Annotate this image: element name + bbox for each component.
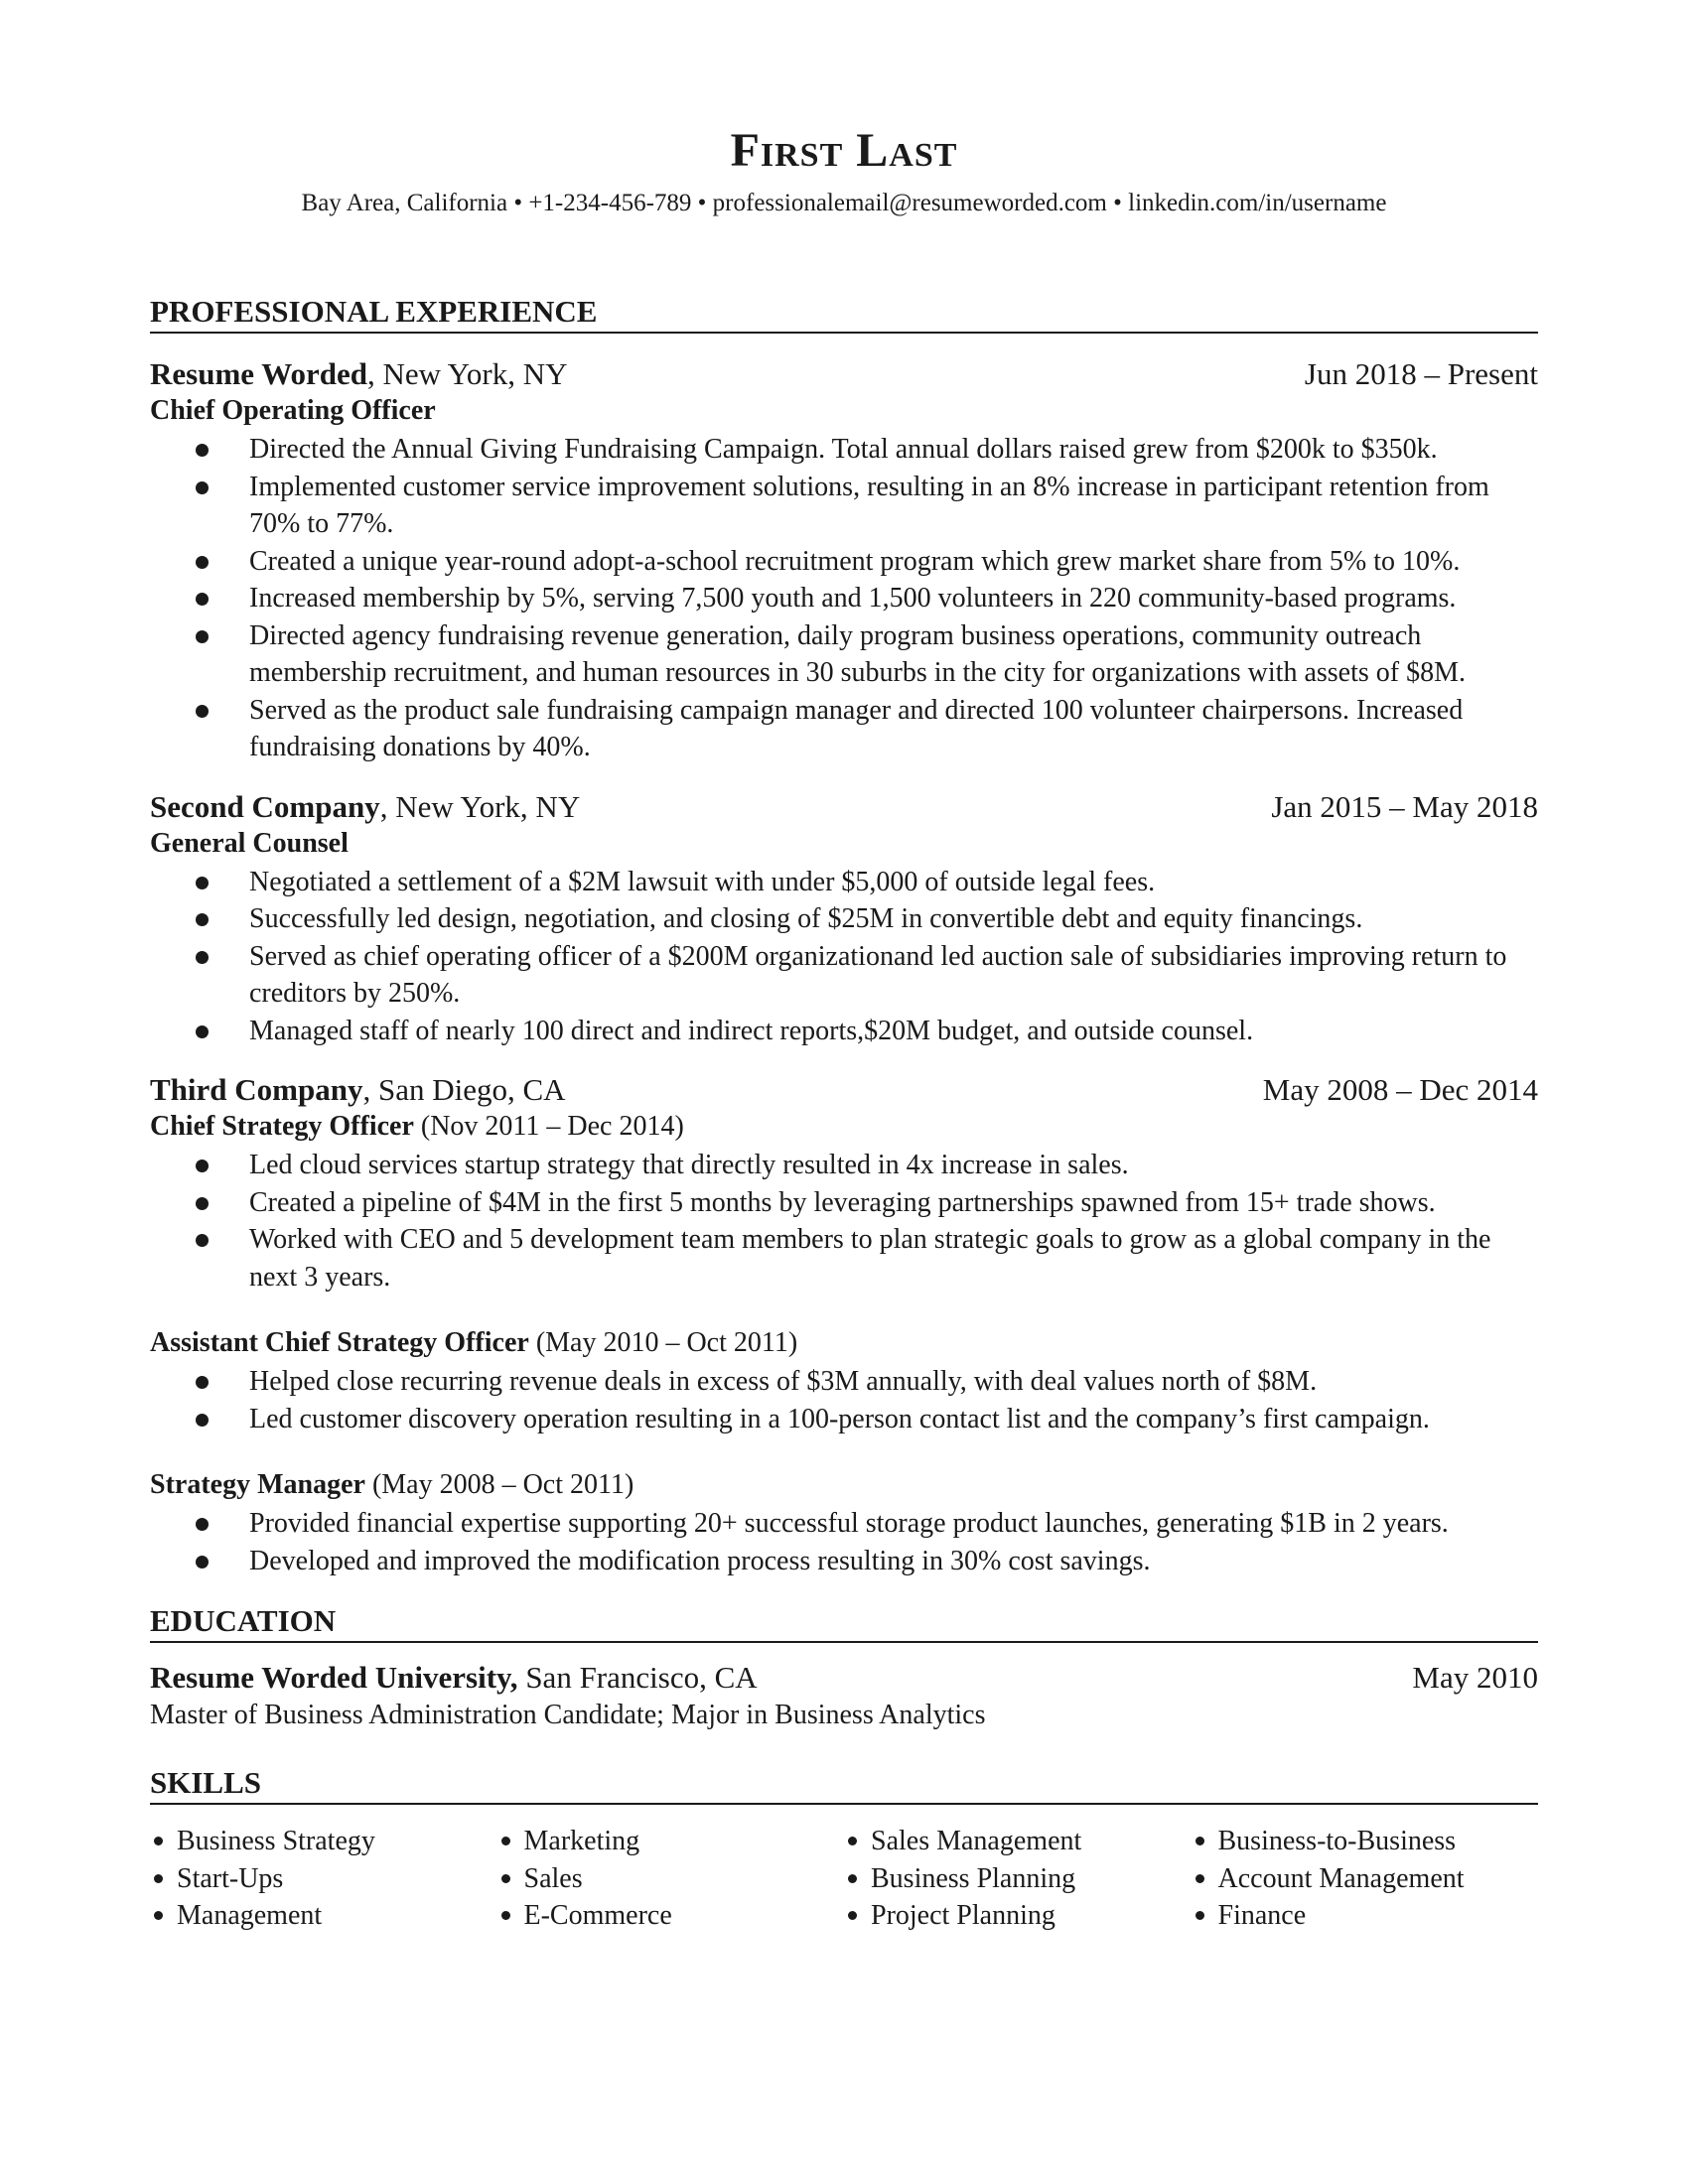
- skill-item: [497, 1860, 845, 1898]
- school-name: Resume Worded University,: [150, 1660, 518, 1695]
- skill-label: Project Planning: [871, 1900, 1055, 1931]
- bullet-dot-icon: [196, 1376, 209, 1389]
- bullet-text: Served as the product sale fundraising campaign manager and directed 100 volunteer chairpersons. Increased fundraising donations by 40%.: [249, 694, 1464, 762]
- skill-label: Start-Ups: [177, 1862, 284, 1894]
- bullet-dot-icon: [848, 1874, 857, 1883]
- bullet-dot-icon: [196, 1025, 209, 1038]
- skill-label: Business Planning: [871, 1862, 1076, 1894]
- role-period: (May 2010 – Oct 2011): [528, 1327, 798, 1358]
- company-block: [150, 355, 568, 393]
- role-block: [150, 1325, 1538, 1437]
- skill-label: Business Strategy: [177, 1826, 375, 1856]
- education-section: [150, 1603, 1538, 1733]
- role-line: [150, 826, 1538, 862]
- jobs-list: [150, 355, 1538, 1579]
- role-period: (May 2008 – Oct 2011): [364, 1469, 634, 1500]
- bullet-text: Created a unique year-round adopt-a-school recruitment program which grew market share from 5% to 10%.: [249, 545, 1461, 577]
- job-dates: Jun 2018 – Present: [1304, 356, 1538, 391]
- company-location: , New York, NY: [367, 356, 568, 391]
- bullet-dot-icon: [1196, 1874, 1204, 1883]
- bullet-item: [150, 469, 1538, 543]
- bullet-dot-icon: [196, 1197, 209, 1210]
- bullet-dot-icon: [196, 705, 209, 718]
- job-entry: [150, 1071, 1538, 1579]
- role-line: [150, 1109, 1538, 1145]
- job-entry: [150, 788, 1538, 1050]
- degree-text: Master of Business Administration Candidate; Major in Business Analytics: [150, 1700, 986, 1730]
- bullet-text: Served as chief operating officer of a $200M organizationand led auction sale of subsidiaries improving return to creditors by 250%.: [249, 940, 1507, 1009]
- education-line: [150, 1659, 1538, 1697]
- bullet-dot-icon: [196, 630, 209, 643]
- contact-line: Bay Area, California • +1-234-456-789 • professionalemail@resumeworded.com • linkedin.com/in/username: [301, 190, 1387, 216]
- bullet-item: [150, 1363, 1538, 1401]
- bullet-list: [150, 1147, 1538, 1296]
- job-header: [150, 355, 1538, 393]
- company-location: , New York, NY: [379, 788, 581, 824]
- role-line: [150, 1325, 1538, 1361]
- bullet-item: [150, 938, 1538, 1013]
- company-block: [150, 1071, 566, 1109]
- bullet-item: [150, 1013, 1538, 1050]
- bullet-item: [150, 1147, 1538, 1184]
- bullet-dot-icon: [1196, 1837, 1204, 1845]
- bullet-item: [150, 1543, 1538, 1580]
- skill-label: Management: [177, 1900, 323, 1931]
- bullet-dot-icon: [196, 1234, 209, 1247]
- school-location: San Francisco, CA: [517, 1660, 758, 1695]
- bullet-item: [150, 617, 1538, 692]
- bullet-text: Negotiated a settlement of a $2M lawsuit with under $5,000 of outside legal fees.: [249, 866, 1156, 897]
- bullet-dot-icon: [196, 1556, 209, 1569]
- role-block: [150, 393, 1538, 766]
- bullet-dot-icon: [501, 1837, 510, 1845]
- bullet-item: [150, 1505, 1538, 1543]
- job-dates: May 2008 – Dec 2014: [1262, 1072, 1538, 1107]
- bullet-dot-icon: [154, 1911, 163, 1920]
- bullet-dot-icon: [848, 1837, 857, 1845]
- bullet-item: [150, 1184, 1538, 1222]
- bullet-dot-icon: [196, 593, 209, 606]
- bullet-item: [150, 431, 1538, 469]
- role-title: General Counsel: [150, 827, 349, 859]
- skill-item: [1192, 1897, 1539, 1935]
- job-header: [150, 1071, 1538, 1109]
- bullet-dot-icon: [196, 877, 209, 889]
- role-block: [150, 1467, 1538, 1579]
- bullet-item: [150, 1401, 1538, 1438]
- education-date: May 2010: [1412, 1660, 1538, 1695]
- bullet-dot-icon: [154, 1874, 163, 1883]
- bullet-dot-icon: [196, 556, 209, 569]
- experience-section: [150, 294, 1538, 1579]
- bullet-text: Led cloud services startup strategy that directly resulted in 4x increase in sales.: [249, 1150, 1129, 1180]
- company-location: , San Diego, CA: [362, 1072, 566, 1107]
- company-name: Resume Worded: [150, 356, 368, 391]
- role-line: [150, 393, 1538, 429]
- skill-item: [844, 1860, 1192, 1898]
- bullet-text: Directed the Annual Giving Fundraising Campaign. Total annual dollars raised grew from $200k to $350k.: [249, 434, 1438, 465]
- bullet-dot-icon: [196, 913, 209, 926]
- bullet-text: Managed staff of nearly 100 direct and indirect reports,$20M budget, and outside counsel.: [249, 1015, 1254, 1046]
- bullet-dot-icon: [196, 481, 209, 494]
- bullet-dot-icon: [501, 1874, 510, 1883]
- bullet-text: Worked with CEO and 5 development team members to plan strategic goals to grow as a global company in the next 3 years.: [249, 1224, 1491, 1293]
- bullet-text: Increased membership by 5%, serving 7,500 youth and 1,500 volunteers in 220 community-based programs.: [249, 583, 1457, 614]
- bullet-text: Provided financial expertise supporting 20+ successful storage product launches, generating $1B in 2 years.: [249, 1508, 1449, 1539]
- bullet-item: [150, 692, 1538, 766]
- skill-item: [150, 1860, 497, 1898]
- bullet-item: [150, 864, 1538, 901]
- bullet-dot-icon: [1196, 1911, 1204, 1920]
- bullet-dot-icon: [501, 1911, 510, 1920]
- job-dates: Jan 2015 – May 2018: [1271, 788, 1538, 824]
- skills-heading: SKILLS: [150, 1765, 1538, 1805]
- bullet-list: [150, 431, 1538, 766]
- bullet-text: Helped close recurring revenue deals in excess of $3M annually, with deal values north of $8M.: [249, 1366, 1318, 1397]
- bullet-dot-icon: [196, 444, 209, 457]
- skill-item: [844, 1897, 1192, 1935]
- job-entry: [150, 355, 1538, 766]
- skill-item: [1192, 1823, 1539, 1860]
- resume-body: [150, 294, 1538, 1959]
- bullet-item: [150, 543, 1538, 581]
- bullet-dot-icon: [196, 1518, 209, 1531]
- skill-item: [1192, 1860, 1539, 1898]
- role-block: [150, 1109, 1538, 1296]
- bullet-dot-icon: [196, 1160, 209, 1172]
- skills-section: [150, 1765, 1538, 1935]
- skill-item: [497, 1897, 845, 1935]
- bullet-dot-icon: [196, 1414, 209, 1427]
- skill-label: Sales Management: [871, 1826, 1082, 1856]
- school-block: [150, 1659, 758, 1697]
- bullet-dot-icon: [154, 1837, 163, 1845]
- skill-label: E-Commerce: [523, 1900, 672, 1931]
- bullet-item: [150, 1221, 1538, 1296]
- skill-label: Sales: [523, 1862, 583, 1894]
- bullet-text: Successfully led design, negotiation, and closing of $25M in convertible debt and equity financings.: [249, 903, 1363, 934]
- bullet-text: Created a pipeline of $4M in the first 5 months by leveraging partnerships spawned from 15+ trade shows.: [249, 1186, 1436, 1218]
- role-title: Assistant Chief Strategy Officer: [150, 1327, 529, 1358]
- role-title: Chief Operating Officer: [150, 395, 436, 426]
- role-title: Strategy Manager: [150, 1469, 365, 1500]
- role-title: Chief Strategy Officer: [150, 1111, 414, 1142]
- bullet-list: [150, 864, 1538, 1050]
- bullet-list: [150, 1505, 1538, 1579]
- role-line: [150, 1467, 1538, 1503]
- role-block: [150, 826, 1538, 1050]
- bullet-text: Directed agency fundraising revenue generation, daily program business operations, community outreach membership recruitment, and human resources in 30 suburbs in the city for organizations with assets of $8M.: [249, 619, 1466, 688]
- skill-item: [844, 1823, 1192, 1860]
- education-heading: EDUCATION: [150, 1603, 1538, 1643]
- experience-heading: PROFESSIONAL EXPERIENCE: [150, 294, 1538, 334]
- bullet-list: [150, 1363, 1538, 1437]
- bullet-item: [150, 580, 1538, 617]
- skill-label: Finance: [1217, 1900, 1307, 1931]
- bullet-dot-icon: [848, 1911, 857, 1920]
- skill-label: Business-to-Business: [1217, 1826, 1457, 1856]
- resume-header: [0, 123, 1688, 218]
- skills-grid: [150, 1823, 1538, 1935]
- skill-label: Account Management: [1217, 1862, 1465, 1894]
- skill-item: [150, 1823, 497, 1860]
- bullet-text: Developed and improved the modification process resulting in 30% cost savings.: [249, 1545, 1151, 1576]
- company-name: Third Company: [150, 1072, 363, 1107]
- bullet-text: Implemented customer service improvement solutions, resulting in an 8% increase in participant retention from 70% to 77%.: [249, 471, 1489, 539]
- role-period: (Nov 2011 – Dec 2014): [413, 1111, 684, 1142]
- company-block: [150, 788, 580, 826]
- job-header: [150, 788, 1538, 826]
- candidate-name: First Last: [730, 124, 958, 177]
- skill-item: [150, 1897, 497, 1935]
- bullet-text: Led customer discovery operation resulting in a 100-person contact list and the company’s first campaign.: [249, 1403, 1430, 1434]
- bullet-item: [150, 900, 1538, 938]
- skill-label: Marketing: [523, 1826, 640, 1856]
- education-entry: [150, 1659, 1538, 1733]
- company-name: Second Company: [150, 788, 380, 824]
- skill-item: [497, 1823, 845, 1860]
- bullet-dot-icon: [196, 951, 209, 964]
